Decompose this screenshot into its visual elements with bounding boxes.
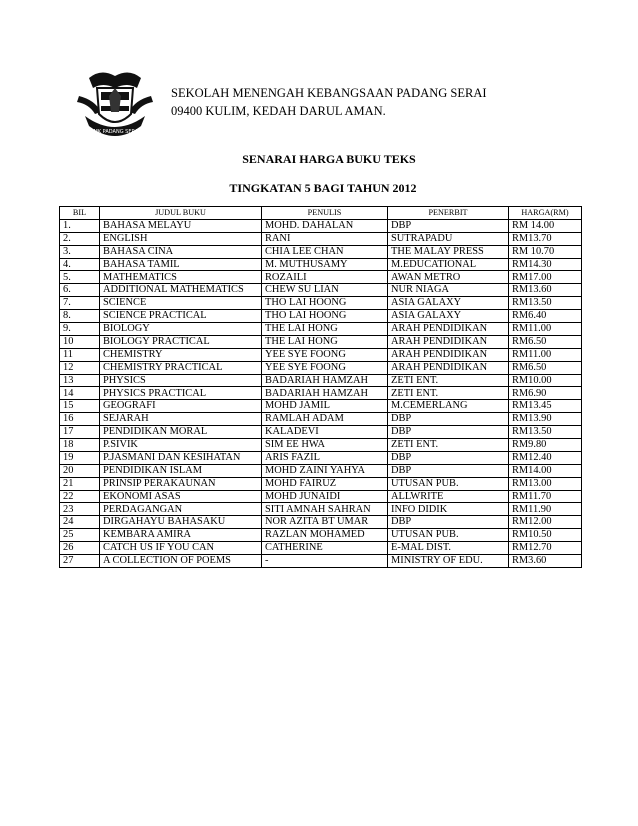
cell-price: RM13.50 xyxy=(509,297,582,310)
table-row xyxy=(60,361,582,374)
cell-publisher: M.EDUCATIONAL xyxy=(388,258,509,271)
cell-title: A COLLECTION OF POEMS xyxy=(100,555,262,568)
table-row xyxy=(60,335,582,348)
cell-price: RM13.50 xyxy=(509,426,582,439)
cell-publisher: MINISTRY OF EDU. xyxy=(388,555,509,568)
cell-publisher: INFO DIDIK xyxy=(388,503,509,516)
cell-author: CATHERINE xyxy=(262,542,388,555)
cell-title: EKONOMI ASAS xyxy=(100,490,262,503)
cell-author: ARIS FAZIL xyxy=(262,451,388,464)
cell-publisher: DBP xyxy=(388,464,509,477)
cell-bil: 5. xyxy=(60,271,100,284)
table-row xyxy=(60,477,582,490)
cell-author: THO LAI HOONG xyxy=(262,310,388,323)
cell-publisher: ASIA GALAXY xyxy=(388,310,509,323)
cell-bil: 20 xyxy=(60,464,100,477)
cell-price: RM13.70 xyxy=(509,232,582,245)
table-row xyxy=(60,503,582,516)
col-header-harga: HARGA(RM) xyxy=(509,207,582,220)
cell-author: RANI xyxy=(262,232,388,245)
cell-author: THE LAI HONG xyxy=(262,335,388,348)
cell-title: KEMBARA AMIRA xyxy=(100,529,262,542)
cell-title: MATHEMATICS xyxy=(100,271,262,284)
cell-price: RM9.80 xyxy=(509,439,582,452)
table-row xyxy=(60,245,582,258)
cell-bil: 13 xyxy=(60,374,100,387)
cell-title: CATCH US IF YOU CAN xyxy=(100,542,262,555)
cell-title: ENGLISH xyxy=(100,232,262,245)
cell-title: PENDIDIKAN MORAL xyxy=(100,426,262,439)
cell-publisher: ARAH PENDIDIKAN xyxy=(388,348,509,361)
cell-title: SEJARAH xyxy=(100,413,262,426)
table-row xyxy=(60,451,582,464)
cell-price: RM6.50 xyxy=(509,335,582,348)
cell-bil: 16 xyxy=(60,413,100,426)
cell-publisher: DBP xyxy=(388,413,509,426)
cell-author: BADARIAH HAMZAH xyxy=(262,387,388,400)
table-row xyxy=(60,271,582,284)
cell-publisher: THE MALAY PRESS xyxy=(388,245,509,258)
cell-price: RM13.00 xyxy=(509,477,582,490)
cell-price: RM11.00 xyxy=(509,348,582,361)
cell-publisher: ALLWRITE xyxy=(388,490,509,503)
cell-bil: 7. xyxy=(60,297,100,310)
cell-author: CHEW SU LIAN xyxy=(262,284,388,297)
cell-publisher: ZETI ENT. xyxy=(388,374,509,387)
table-row xyxy=(60,413,582,426)
svg-text:SMK PADANG SERAI: SMK PADANG SERAI xyxy=(90,129,140,135)
cell-price: RM13.60 xyxy=(509,284,582,297)
cell-title: PRINSIP PERAKAUNAN xyxy=(100,477,262,490)
cell-publisher: DBP xyxy=(388,426,509,439)
cell-publisher: DBP xyxy=(388,451,509,464)
cell-title: SCIENCE PRACTICAL xyxy=(100,310,262,323)
cell-author: - xyxy=(262,555,388,568)
table-row xyxy=(60,426,582,439)
cell-price: RM6.90 xyxy=(509,387,582,400)
school-crest-logo xyxy=(75,66,155,144)
cell-bil: 25 xyxy=(60,529,100,542)
cell-price: RM12.00 xyxy=(509,516,582,529)
cell-author: MOHD. DAHALAN xyxy=(262,219,388,232)
document-subtitle: TINGKATAN 5 BAGI TAHUN 2012 xyxy=(229,181,417,195)
table-row xyxy=(60,516,582,529)
cell-bil: 8. xyxy=(60,310,100,323)
cell-bil: 6. xyxy=(60,284,100,297)
cell-price: RM14.00 xyxy=(509,464,582,477)
cell-title: GEOGRAFI xyxy=(100,400,262,413)
table-row xyxy=(60,323,582,336)
table-row xyxy=(60,284,582,297)
table-row xyxy=(60,297,582,310)
cell-author: THO LAI HOONG xyxy=(262,297,388,310)
cell-bil: 24 xyxy=(60,516,100,529)
cell-bil: 12 xyxy=(60,361,100,374)
cell-author: MOHD ZAINI YAHYA xyxy=(262,464,388,477)
table-row xyxy=(60,464,582,477)
table-row xyxy=(60,258,582,271)
table-header-row xyxy=(60,207,582,220)
cell-price: RM10.00 xyxy=(509,374,582,387)
cell-author: NOR AZITA BT UMAR xyxy=(262,516,388,529)
table-row xyxy=(60,387,582,400)
cell-bil: 9. xyxy=(60,323,100,336)
cell-title: SCIENCE xyxy=(100,297,262,310)
table-row xyxy=(60,310,582,323)
cell-bil: 18 xyxy=(60,439,100,452)
cell-title: BIOLOGY xyxy=(100,323,262,336)
cell-author: YEE SYE FOONG xyxy=(262,361,388,374)
table-row xyxy=(60,439,582,452)
cell-title: ADDITIONAL MATHEMATICS xyxy=(100,284,262,297)
cell-bil: 10 xyxy=(60,335,100,348)
cell-publisher: DBP xyxy=(388,219,509,232)
cell-title: P.JASMANI DAN KESIHATAN xyxy=(100,451,262,464)
table-row xyxy=(60,555,582,568)
cell-title: CHEMISTRY PRACTICAL xyxy=(100,361,262,374)
table-row xyxy=(60,374,582,387)
cell-price: RM11.70 xyxy=(509,490,582,503)
textbook-price-table xyxy=(59,206,582,568)
cell-bil: 4. xyxy=(60,258,100,271)
cell-bil: 14 xyxy=(60,387,100,400)
school-header xyxy=(171,84,487,120)
cell-price: RM10.50 xyxy=(509,529,582,542)
cell-bil: 17 xyxy=(60,426,100,439)
cell-price: RM6.50 xyxy=(509,361,582,374)
cell-price: RM11.90 xyxy=(509,503,582,516)
cell-price: RM11.00 xyxy=(509,323,582,336)
cell-bil: 23 xyxy=(60,503,100,516)
cell-bil: 15 xyxy=(60,400,100,413)
cell-publisher: ARAH PENDIDIKAN xyxy=(388,335,509,348)
table-row xyxy=(60,219,582,232)
cell-bil: 21 xyxy=(60,477,100,490)
col-header-bil: BIL xyxy=(60,207,100,220)
table-row xyxy=(60,400,582,413)
cell-author: MOHD JUNAIDI xyxy=(262,490,388,503)
col-header-judul: JUDUL BUKU xyxy=(100,207,262,220)
cell-price: RM 14.00 xyxy=(509,219,582,232)
cell-publisher: ZETI ENT. xyxy=(388,439,509,452)
cell-bil: 27 xyxy=(60,555,100,568)
cell-price: RM14.30 xyxy=(509,258,582,271)
cell-title: PERDAGANGAN xyxy=(100,503,262,516)
cell-price: RM12.40 xyxy=(509,451,582,464)
cell-title: BAHASA MELAYU xyxy=(100,219,262,232)
col-header-penulis: PENULIS xyxy=(262,207,388,220)
cell-title: DIRGAHAYU BAHASAKU xyxy=(100,516,262,529)
school-name: SEKOLAH MENENGAH KEBANGSAAN PADANG SERAI xyxy=(171,86,487,100)
cell-bil: 26 xyxy=(60,542,100,555)
cell-publisher: UTUSAN PUB. xyxy=(388,529,509,542)
cell-title: P.SIVIK xyxy=(100,439,262,452)
cell-publisher: SUTRAPADU xyxy=(388,232,509,245)
cell-author: MOHD JAMIL xyxy=(262,400,388,413)
cell-price: RM13.90 xyxy=(509,413,582,426)
document-title: SENARAI HARGA BUKU TEKS xyxy=(242,152,416,166)
cell-author: RAZLAN MOHAMED xyxy=(262,529,388,542)
cell-publisher: E-MAL DIST. xyxy=(388,542,509,555)
cell-author: SIM EE HWA xyxy=(262,439,388,452)
cell-publisher: ARAH PENDIDIKAN xyxy=(388,361,509,374)
cell-publisher: UTUSAN PUB. xyxy=(388,477,509,490)
cell-publisher: NUR NIAGA xyxy=(388,284,509,297)
table-row xyxy=(60,490,582,503)
school-address: 09400 KULIM, KEDAH DARUL AMAN. xyxy=(171,104,386,118)
table-row xyxy=(60,348,582,361)
cell-price: RM17.00 xyxy=(509,271,582,284)
cell-bil: 19 xyxy=(60,451,100,464)
cell-bil: 2. xyxy=(60,232,100,245)
cell-publisher: M.CEMERLANG xyxy=(388,400,509,413)
cell-price: RM6.40 xyxy=(509,310,582,323)
cell-author: CHIA LEE CHAN xyxy=(262,245,388,258)
cell-author: YEE SYE FOONG xyxy=(262,348,388,361)
cell-author: BADARIAH HAMZAH xyxy=(262,374,388,387)
cell-title: PENDIDIKAN ISLAM xyxy=(100,464,262,477)
cell-author: MOHD FAIRUZ xyxy=(262,477,388,490)
cell-publisher: ASIA GALAXY xyxy=(388,297,509,310)
table-row xyxy=(60,232,582,245)
cell-publisher: ZETI ENT. xyxy=(388,387,509,400)
cell-title: PHYSICS xyxy=(100,374,262,387)
col-header-penerbit: PENERBIT xyxy=(388,207,509,220)
cell-title: CHEMISTRY xyxy=(100,348,262,361)
table-row xyxy=(60,529,582,542)
cell-author: THE LAI HONG xyxy=(262,323,388,336)
cell-publisher: AWAN METRO xyxy=(388,271,509,284)
cell-title: BIOLOGY PRACTICAL xyxy=(100,335,262,348)
cell-author: SITI AMNAH SAHRAN xyxy=(262,503,388,516)
cell-price: RM13.45 xyxy=(509,400,582,413)
cell-bil: 1. xyxy=(60,219,100,232)
cell-publisher: DBP xyxy=(388,516,509,529)
cell-title: BAHASA TAMIL xyxy=(100,258,262,271)
cell-author: RAMLAH ADAM xyxy=(262,413,388,426)
cell-author: ROZAILI xyxy=(262,271,388,284)
cell-price: RM3.60 xyxy=(509,555,582,568)
cell-author: KALADEVI xyxy=(262,426,388,439)
cell-bil: 3. xyxy=(60,245,100,258)
cell-price: RM 10.70 xyxy=(509,245,582,258)
cell-author: M. MUTHUSAMY xyxy=(262,258,388,271)
table-row xyxy=(60,542,582,555)
cell-title: PHYSICS PRACTICAL xyxy=(100,387,262,400)
cell-price: RM12.70 xyxy=(509,542,582,555)
cell-publisher: ARAH PENDIDIKAN xyxy=(388,323,509,336)
cell-bil: 22 xyxy=(60,490,100,503)
cell-title: BAHASA CINA xyxy=(100,245,262,258)
cell-bil: 11 xyxy=(60,348,100,361)
